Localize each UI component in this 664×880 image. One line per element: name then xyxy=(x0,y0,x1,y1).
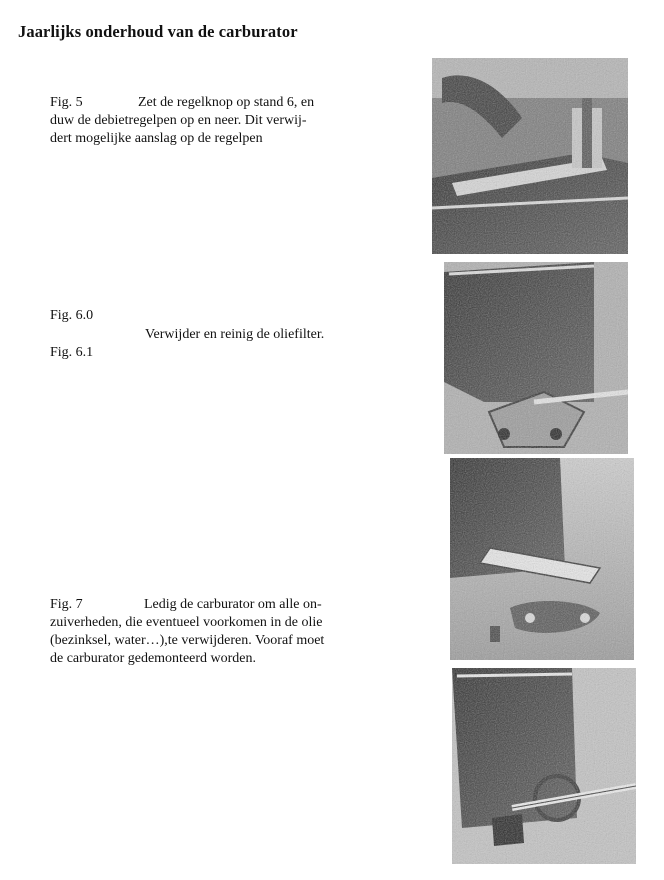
fig-5-label: Fig. 5 xyxy=(50,95,83,110)
fig-5-line-3: dert mogelijke aanslag op de regelpen xyxy=(50,131,263,146)
fig-5-line-1: Zet de regelknop op stand 6, en xyxy=(138,95,315,110)
fig-5-line-2: duw de debietregelpen op en neer. Dit verwij- xyxy=(50,113,307,128)
fig-7-line-2: zuiverheden, die eventueel voorkomen in de olie xyxy=(50,615,323,630)
fig-7-label: Fig. 7 xyxy=(50,597,83,612)
fig-6-0-label: Fig. 6.0 xyxy=(50,308,94,323)
fig-5-text xyxy=(50,94,314,148)
fig-7-text xyxy=(50,596,324,668)
photo-fig-6-0 xyxy=(444,262,628,454)
page-title: Jaarlijks onderhoud van de carburator xyxy=(18,22,298,41)
photo-fig-6-1 xyxy=(450,458,634,660)
photo-fig-7 xyxy=(452,668,636,864)
fig-6-text: Verwijder en reinig de oliefilter. xyxy=(145,327,325,342)
photo-fig-5 xyxy=(432,58,628,254)
fig-6-1-label: Fig. 6.1 xyxy=(50,345,94,360)
fig-7-line-3: (bezinksel, water…),te verwijderen. Vooraf moet xyxy=(50,633,325,648)
fig-7-line-1: Ledig de carburator om alle on- xyxy=(144,597,322,612)
fig-7-line-4: de carburator gedemonteerd worden. xyxy=(50,651,257,666)
